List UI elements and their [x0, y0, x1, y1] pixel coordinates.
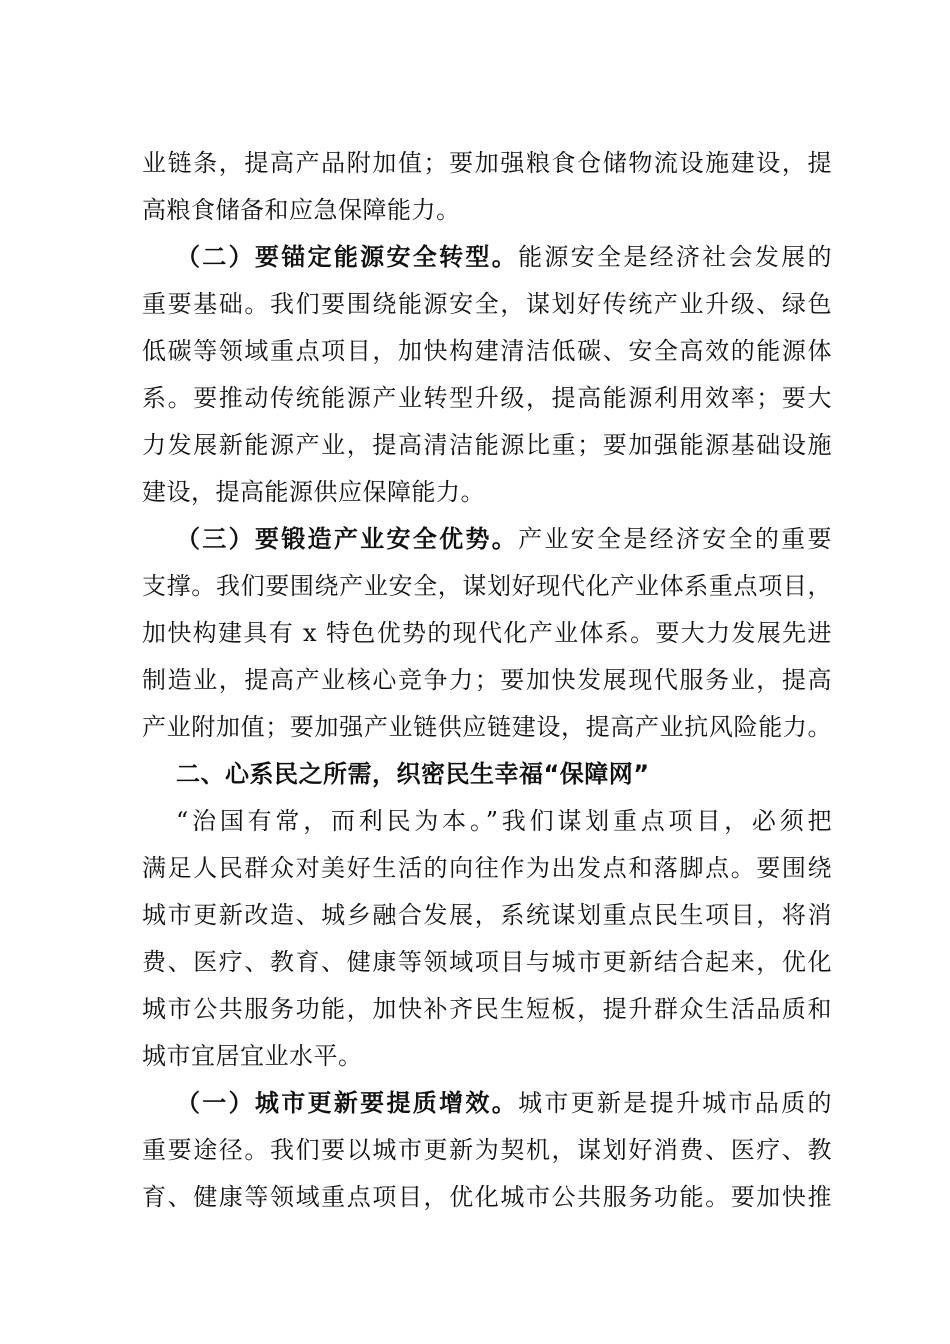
text-segment: 能源安全是经济社会发展的: [518, 243, 832, 271]
text-line: 力发展新能源产业，提高清洁能源比重；要加强能源基础设施: [142, 431, 832, 459]
text-line: “治国有常，而利民为本。”我们谋划重点项目，必须把: [176, 807, 832, 835]
section-heading: 二、心系民之所需，织密民生幸福“保障网”: [176, 760, 650, 788]
text-line: 满足人民群众对美好生活的向往作为出发点和落脚点。要围绕: [142, 854, 832, 882]
text-line: 支撑。我们要围绕产业安全，谋划好现代化产业体系重点项目，: [142, 572, 832, 600]
paragraph-heading-line: [142, 234, 832, 281]
text-line: 城市公共服务功能，加快补齐民生短板，提升群众生活品质和: [142, 995, 832, 1023]
paragraph-heading-line: [142, 1080, 832, 1127]
subsection-heading: （一）城市更新要提质增效。: [176, 1089, 519, 1117]
text-line: 低碳等领域重点项目，加快构建清洁低碳、安全高效的能源体: [142, 337, 832, 365]
text-line: 产业附加值；要加强产业链供应链建设，提高产业抗风险能力。: [142, 713, 832, 741]
text-line: 重要途径。我们要以城市更新为契机，谋划好消费、医疗、教: [142, 1136, 832, 1164]
text-line: 费、医疗、教育、健康等领域项目与城市更新结合起来，优化: [142, 948, 832, 976]
text-line: 制造业，提高产业核心竞争力；要加快发展现代服务业，提高: [142, 666, 832, 694]
text-line: 系。要推动传统能源产业转型升级，提高能源利用效率；要大: [142, 384, 832, 412]
text-line: 重要基础。我们要围绕能源安全，谋划好传统产业升级、绿色: [142, 290, 832, 318]
text-line: 城市更新改造、城乡融合发展，系统谋划重点民生项目，将消: [142, 901, 832, 929]
text-line: 育、健康等领域重点项目，优化城市公共服务功能。要加快推: [142, 1183, 832, 1211]
text-line: 建设，提高能源供应保障能力。: [142, 478, 485, 506]
text-line: 加快构建具有 x 特色优势的现代化产业体系。要大力发展先进: [142, 619, 832, 647]
text-segment: 城市更新是提升城市品质的: [518, 1089, 832, 1117]
text-line: 业链条，提高产品附加值；要加强粮食仓储物流设施建设，提: [142, 149, 832, 177]
subsection-heading: （三）要锻造产业安全优势。: [176, 525, 519, 553]
document-body: [142, 140, 832, 1221]
text-line: 高粮食储备和应急保障能力。: [142, 196, 461, 224]
paragraph-heading-line: [142, 516, 832, 563]
text-segment: 产业安全是经济安全的重要: [518, 525, 832, 553]
text-line: 城市宜居宜业水平。: [142, 1042, 363, 1070]
subsection-heading: （二）要锚定能源安全转型。: [176, 243, 519, 271]
